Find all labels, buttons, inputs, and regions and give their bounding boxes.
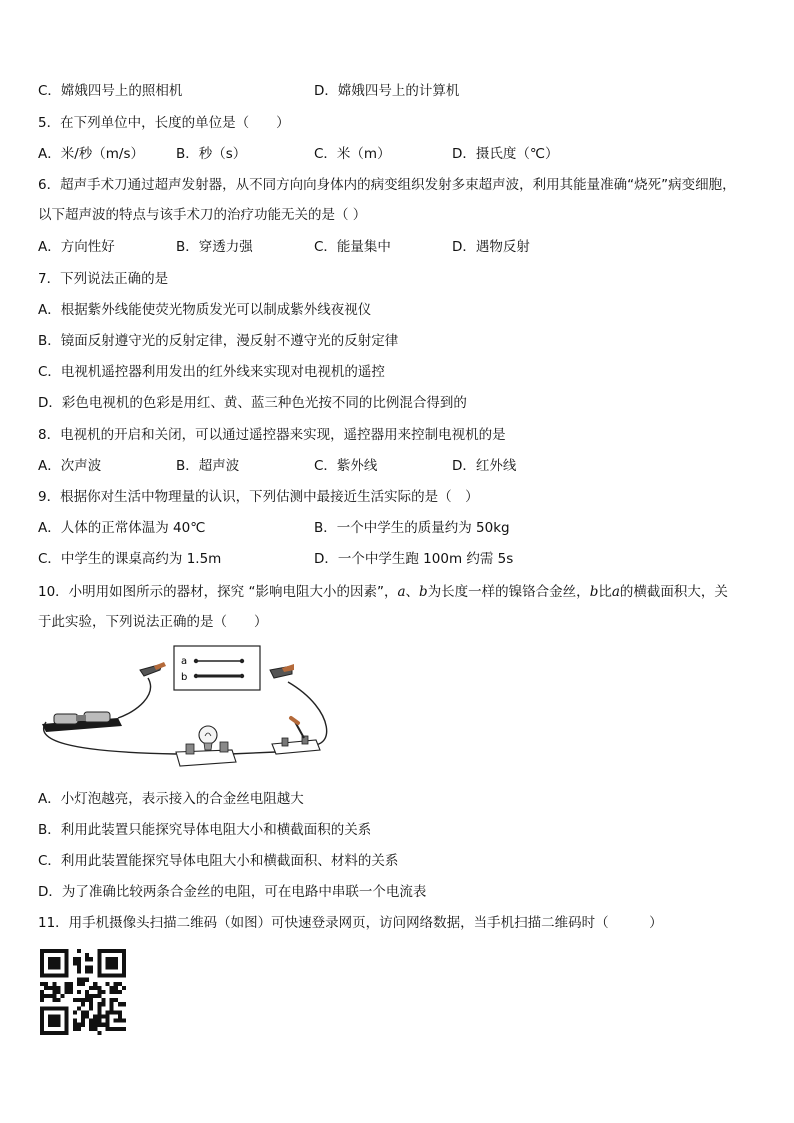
q5-option-c: C．米（m） [314, 146, 391, 162]
wire-b-label: b [181, 672, 188, 683]
q10-var-b-2: b [589, 584, 599, 600]
q7-option-b: B．镜面反射遵守光的反射定律，漫反射不遵守光的反射定律 [38, 333, 399, 349]
q8-option-a: A．次声波 [38, 458, 102, 474]
q9-option-c: C．中学生的课桌高约为 1.5m [38, 551, 222, 567]
q8-option-c: C．紫外线 [314, 458, 378, 474]
wire-right [288, 682, 327, 745]
q10-var-a: a [397, 584, 406, 600]
q4-option-c: C．嫦娥四号上的照相机 [38, 83, 183, 99]
q9-stem: 9．根据你对生活中物理量的认识，下列估测中最接近生活实际的是（ ） [38, 489, 479, 505]
q6-option-d: D．遇物反射 [452, 239, 530, 255]
q10-stem-line2: 于此实验，下列说法正确的是（ ） [38, 614, 268, 630]
wire-a-label: a [181, 656, 188, 667]
q10-stem-part4: 比 [598, 584, 612, 600]
q10-stem-part5: 的横截面积大，关 [619, 584, 728, 600]
q4-option-d: D．嫦娥四号上的计算机 [314, 83, 460, 99]
q9-option-a: A．人体的正常体温为 40℃ [38, 520, 206, 536]
q10-stem-line1 [38, 582, 728, 602]
battery-box [42, 712, 122, 732]
q10-var-b: b [419, 584, 428, 600]
q10-option-b: B．利用此装置只能探究导体电阻大小和横截面积的关系 [38, 822, 372, 838]
q5-option-d: D．摄氏度（℃） [452, 146, 559, 162]
q7-option-c: C．电视机遥控器利用发出的红外线来实现对电视机的遥控 [38, 364, 385, 380]
q10-option-a: A．小灯泡越亮，表示接入的合金丝电阻越大 [38, 791, 304, 807]
q10-stem-part3: 为长度一样的镍铬合金丝， [427, 584, 590, 600]
q8-option-d: D．红外线 [452, 458, 517, 474]
qr-code-image [40, 949, 126, 1035]
q6-stem-line2: 以下超声波的特点与该手术刀的治疗功能无关的是（ ） [38, 207, 367, 223]
q6-option-c: C．能量集中 [314, 239, 391, 255]
q10-option-d: D．为了准确比较两条合金丝的电阻，可在电路中串联一个电流表 [38, 884, 427, 900]
q10-stem-part2: 、 [405, 584, 420, 600]
knife-switch [272, 718, 320, 754]
q8-option-b: B．超声波 [176, 458, 240, 474]
clip-right [270, 664, 294, 678]
q5-stem: 5．在下列单位中，长度的单位是（ ） [38, 115, 290, 131]
clip-left [140, 662, 166, 676]
q11-stem: 11．用手机摄像头扫描二维码（如图）可快速登录网页，访问网络数据，当手机扫描二维码时（ ） [38, 915, 663, 931]
wire-board [174, 646, 260, 690]
q7-option-d: D．彩色电视机的色彩是用红、黄、蓝三种色光按不同的比例混合得到的 [38, 395, 467, 411]
q6-stem-line1: 6．超声手术刀通过超声发射器，从不同方向向身体内的病变组织发射多束超声波，利用其能量准确“烧死”病变细胞， [38, 177, 736, 193]
q7-option-a: A．根据紫外线能使荧光物质发光可以制成紫外线夜视仪 [38, 302, 372, 318]
q6-option-a: A．方向性好 [38, 239, 115, 255]
q5-option-a: A．米/秒（m/s） [38, 146, 145, 162]
q9-option-d: D．一个中学生跑 100m 约需 5s [314, 551, 514, 567]
wire-bulb-switch [230, 752, 276, 754]
wire-left-top [118, 678, 151, 718]
q5-option-b: B．秒（s） [176, 146, 247, 162]
q10-option-c: C．利用此装置能探究导体电阻大小和横截面积、材料的关系 [38, 853, 399, 869]
light-bulb [199, 726, 217, 744]
q8-stem: 8．电视机的开启和关闭，可以通过遥控器来实现，遥控器用来控制电视机的是 [38, 427, 506, 443]
q10-var-a-2: a [611, 584, 620, 600]
q9-option-b: B．一个中学生的质量约为 50kg [314, 520, 510, 536]
q10-stem-part1: 10．小明用如图所示的器材，探究 “影响电阻大小的因素”， [38, 584, 398, 600]
circuit-diagram [36, 640, 336, 775]
bulb-holder [176, 726, 236, 766]
q7-stem: 7．下列说法正确的是 [38, 271, 169, 287]
q6-option-b: B．穿透力强 [176, 239, 253, 255]
